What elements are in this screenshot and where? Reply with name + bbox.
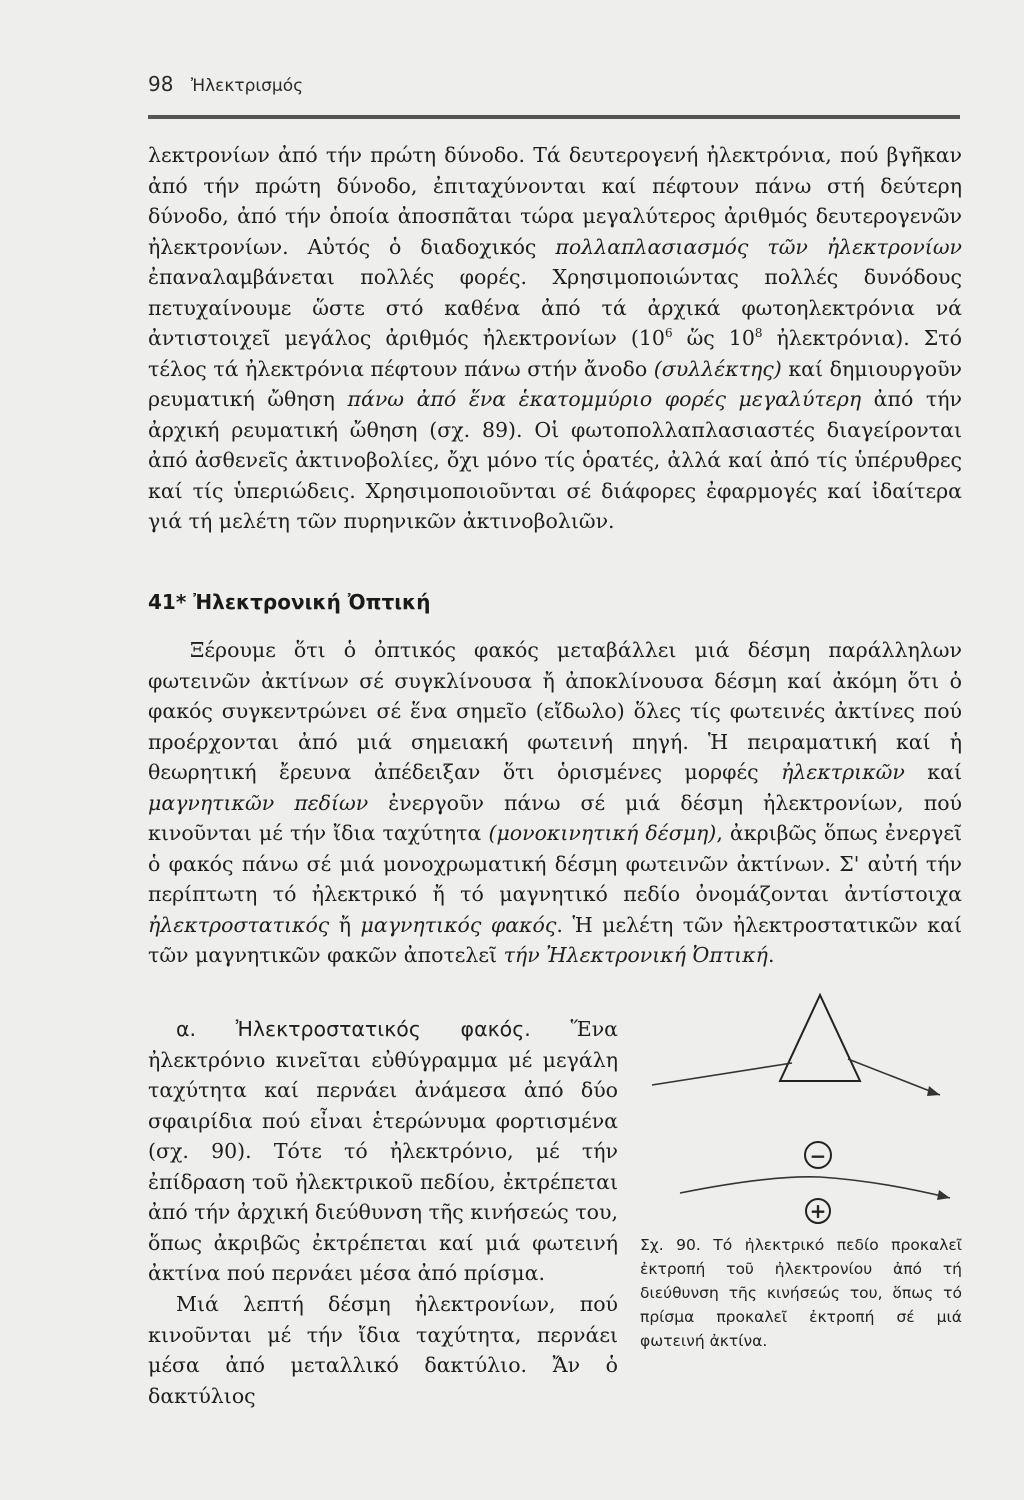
section-heading: 41* Ἠλεκτρονική Ὀπτική	[148, 590, 431, 614]
header-rule	[148, 115, 960, 119]
electron-arrowhead-icon	[937, 1190, 950, 1200]
running-title: Ἠλεκτρισμός	[190, 76, 304, 96]
minus-sign: −	[809, 1144, 827, 1168]
arrowhead-icon	[927, 1086, 940, 1096]
light-ray-out	[848, 1059, 940, 1095]
paragraph-photomultiplier: λεκτρονίων ἀπό τήν πρώτη δύνοδο. Τά δευτερογενή ἠλεκτρόνια, πού βγῆκαν ἀπό τήν πρώτη δύνοδο, ἐπιταχύνονται καί πέφτουν πάνω στή δεύτερη δύνοδο, ἀπό τήν ὁποία ἀποσπᾶται τώρα μεγαλύτερος ἀριθμός δευτερογενῶν ἠλεκτρονίων. Αὐτός ὁ διαδοχικός πολλαπλασιασμός τῶν ἠλεκτρονίων ἐπαναλαμβάνεται πολλές φορές. Χρησιμοποιώντας πολλές δυνόδους πετυχαίνουμε ὥστε στό καθένα ἀπό τά ἀρχικά φωτοηλεκτρόνια νά ἀντιστοιχεῖ μεγάλος ἀριθμός ἠλεκτρονίων ($10^6$ ὥς $10^8$ ἠλεκτρόνια). Στό τέλος τά ἠλεκτρόνια πέφτουν πάνω στήν ἄνοδο (συλλέκτης) καί δημιουργοῦν ρευματική ὤθηση πάνω ἀπό ἕνα ἑκατομμύριο φορές μεγαλύτερη ἀπό τήν ἀρχική ρευματική ὤθηση (σχ. 89). Οἱ φωτοπολλαπλασιαστές διαγείρονται ἀπό ἀσθενεῖς ἀκτινοβολίες, ὄχι μόνο τίς ὁρατές, ἀλλά καί ἀπό τίς ὑπέρυθρες καί τίς ὑπεριώδεις. Χρησιμοποιοῦνται σέ διάφορες ἐφαρμογές καί ἰδαίτερα γιά τή μελέτη τῶν πυρηνικῶν ἀκτινοβολιῶν.	[148, 143, 962, 533]
paragraph-electron-beam: Μιά λεπτή δέσμη ἠλεκτρονίων, πού κινοῦνται μέ τήν ἴδια ταχύτητα, περνάει μέσα ἀπό μεταλλικό δακτύλιο. Ἄν ὁ δακτύλιος	[148, 1292, 618, 1408]
paragraph-electrostatic-lens: α. Ἠλεκτροστατικός φακός. Ἕνα ἠλεκτρόνιο κινεῖται εὐθύγραμμα μέ μεγάλη ταχύτητα καί περνάει ἀνάμεσα ἀπό δύο σφαιρίδια πού εἶναι ἑτερώνυμα φορτισμένα (σχ. 90). Τότε τό ἠλεκτρόνιο, μέ τήν ἐπίδραση τοῦ ἠλεκτρικοῦ πεδίου, ἐκτρέπεται ἀπό τήν ἀρχική διεύθυνση τῆς κινήσεώς του, ὅπως ἀκριβῶς ἐκτρέπεται καί μιά φωτεινή ἀκτίνα πού περνάει μέσα ἀπό πρίσμα.	[148, 1017, 618, 1285]
italic-phrase: (συλλέκτης)	[653, 356, 782, 381]
figure-90-diagram	[640, 985, 970, 1225]
page-header	[148, 72, 978, 102]
light-ray-in	[652, 1063, 792, 1085]
subheading: α. Ἠλεκτροστατικός φακός.	[176, 1017, 531, 1041]
italic-phrase: μαγνητικός φακός	[360, 912, 557, 937]
italic-phrase: (μονοκινητική δέσμη)	[488, 821, 717, 845]
paragraph-electron-optics: Ξέρουμε ὅτι ὁ ὀπτικός φακός μεταβάλλει μιά δέσμη παράλληλων φωτεινῶν ἀκτίνων σέ συγκλίνουσα ἤ ἀποκλίνουσα δέσμη καί ἀκόμη ὅτι ὁ φακός συγκεντρώνει σέ ἕνα σημεῖο (εἴδωλο) ὅλες τίς φωτεινές ἀκτίνες πού προέρχονται ἀπό μιά σημειακή φωτεινή πηγή. Ἡ πειραματική καί ἡ θεωρητική ἔρευνα ἀπέδειξαν ὅτι ὁρισμένες μορφές ἠλεκτρικῶν καί μαγνητικῶν πεδίων ἐνεργοῦν πάνω σέ μιά δέσμη ἠλεκτρονίων, πού κινοῦνται μέ τήν ἴδια ταχύτητα (μονοκινητική δέσμη), ἀκριβῶς ὅπως ἐνεργεῖ ὁ φακός πάνω σέ μιά μονοχρωματική δέσμη φωτεινῶν ἀκτίνων. Σ' αὐτή τήν περίπτωτη τό ἠλεκτρικό ἤ τό μαγνητικό πεδίο ὀνομάζονται ἀντίστοιχα ἠλεκτροστατικός ἤ μαγνητικός φακός. Ἡ μελέτη τῶν ἠλεκτροστατικῶν καί τῶν μαγνητικῶν φακῶν ἀποτελεῖ τήν Ἠλεκτρονική Ὀπτική.	[148, 638, 962, 967]
italic-phrase: πολλαπλασιασμός τῶν ἠλεκτρονίων	[555, 234, 962, 259]
plus-sign: +	[809, 1199, 827, 1223]
italic-phrase: ἠλεκτροστατικός	[148, 912, 330, 937]
italic-phrase: πάνω ἀπό ἕνα ἑκατομμύριο φορές μεγαλύτερη	[347, 387, 862, 411]
prism-triangle	[780, 995, 860, 1081]
italic-phrase: τήν Ἠλεκτρονική Ὀπτική	[503, 943, 768, 967]
italic-phrase: μαγνητικῶν πεδίων	[148, 790, 369, 815]
page-number: 98	[148, 72, 174, 96]
electron-path	[680, 1177, 950, 1198]
figure-caption: Σχ. 90. Τό ἠλεκτρικό πεδίο προκαλεῖ ἐκτροπή τοῦ ἠλεκτρονίου ἀπό τή διεύθυνση τῆς κινήσεώς του, ὅπως τό πρίσμα προκαλεῖ ἐκτροπή σέ μιά φωτεινή ἀκτίνα.	[640, 1236, 962, 1350]
italic-phrase: ἠλεκτρικῶν	[781, 760, 905, 784]
